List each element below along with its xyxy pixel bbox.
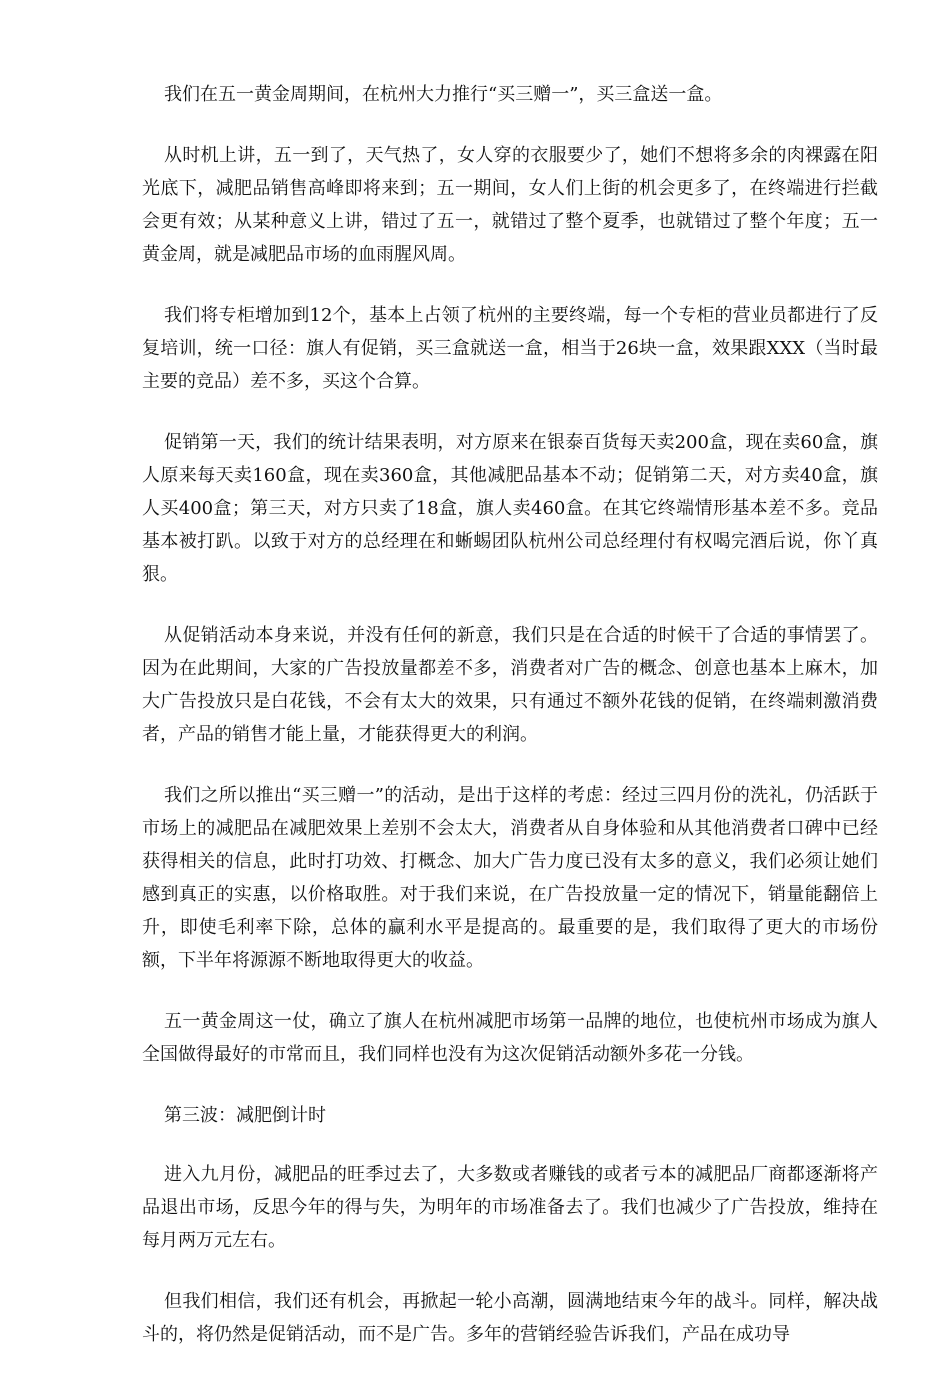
paragraph-6: 我们之所以推出“买三赠一”的活动，是出于这样的考虑：经过三四月份的洗礼，仍活跃于市场上的减肥品在减肥效果上差别不会太大，消费者从自身体验和从其他消费者口碑中已经获得相关的信息，此时打功效、打概念、加大广告力度已没有太多的意义，我们必须让她们感到真正的实惠，以价格取胜。对于我们来说，在广告投放量一定的情况下，销量能翻倍上升，即使毛利率下除，总体的赢利水平是提高的。最重要的是，我们取得了更大的市场份额，下半年将源源不断地取得更大的收益。 xyxy=(142,785,878,971)
section-heading-third-wave: 第三波：减肥倒计时 xyxy=(164,1105,326,1126)
paragraph-2: 从时机上讲，五一到了，天气热了，女人穿的衣服要少了，她们不想将多余的肉裸露在阳光底下，减肥品销售高峰即将来到；五一期间，女人们上街的机会更多了，在终端进行拦截会更有效；从某种意义上讲，错过了五一，就错过了整个夏季，也就错过了整个年度；五一黄金周，就是减肥品市场的血雨腥风周。 xyxy=(142,145,878,265)
paragraph-10: 但我们相信，我们还有机会，再掀起一轮小高潮，圆满地结束今年的战斗。同样，解决战斗的，将仍然是促销活动，而不是广告。多年的营销经验告诉我们，产品在成功导 xyxy=(142,1291,878,1345)
paragraph-9: 进入九月份，减肥品的旺季过去了，大多数或者赚钱的或者亏本的减肥品厂商都逐渐将产品退出市场，反思今年的得与失，为明年的市场准备去了。我们也减少了广告投放，维持在每月两万元左右。 xyxy=(142,1164,878,1251)
document-body xyxy=(142,78,878,1379)
paragraph-3: 我们将专柜增加到12个，基本上占领了杭州的主要终端，每一个专柜的营业员都进行了反复培训，统一口径：旗人有促销，买三盒就送一盒，相当于26块一盒，效果跟XXX（当时最主要的竞品）差不多，买这个合算。 xyxy=(142,305,878,392)
paragraph-1: 我们在五一黄金周期间，在杭州大力推行“买三赠一”，买三盒送一盒。 xyxy=(164,84,723,105)
paragraph-4: 促销第一天，我们的统计结果表明，对方原来在银泰百货每天卖200盒，现在卖60盒，旗人原来每天卖160盒，现在卖360盒，其他减肥品基本不动；促销第二天，对方卖40盒，旗人买400盒；第三天，对方只卖了18盒，旗人卖460盒。在其它终端情形基本差不多。竞品基本被打趴。以致于对方的总经理在和蜥蜴团队杭州公司总经理付有权喝完酒后说，你丫真狠。 xyxy=(142,432,878,585)
paragraph-7: 五一黄金周这一仗，确立了旗人在杭州减肥市场第一品牌的地位，也使杭州市场成为旗人全国做得最好的市常而且，我们同样也没有为这次促销活动额外多花一分钱。 xyxy=(142,1011,878,1065)
paragraph-5: 从促销活动本身来说，并没有任何的新意，我们只是在合适的时候干了合适的事情罢了。因为在此期间，大家的广告投放量都差不多，消费者对广告的概念、创意也基本上麻木，加大广告投放只是白花钱，不会有太大的效果，只有通过不额外花钱的促销，在终端刺激消费者，产品的销售才能上量，才能获得更大的利润。 xyxy=(142,625,878,745)
